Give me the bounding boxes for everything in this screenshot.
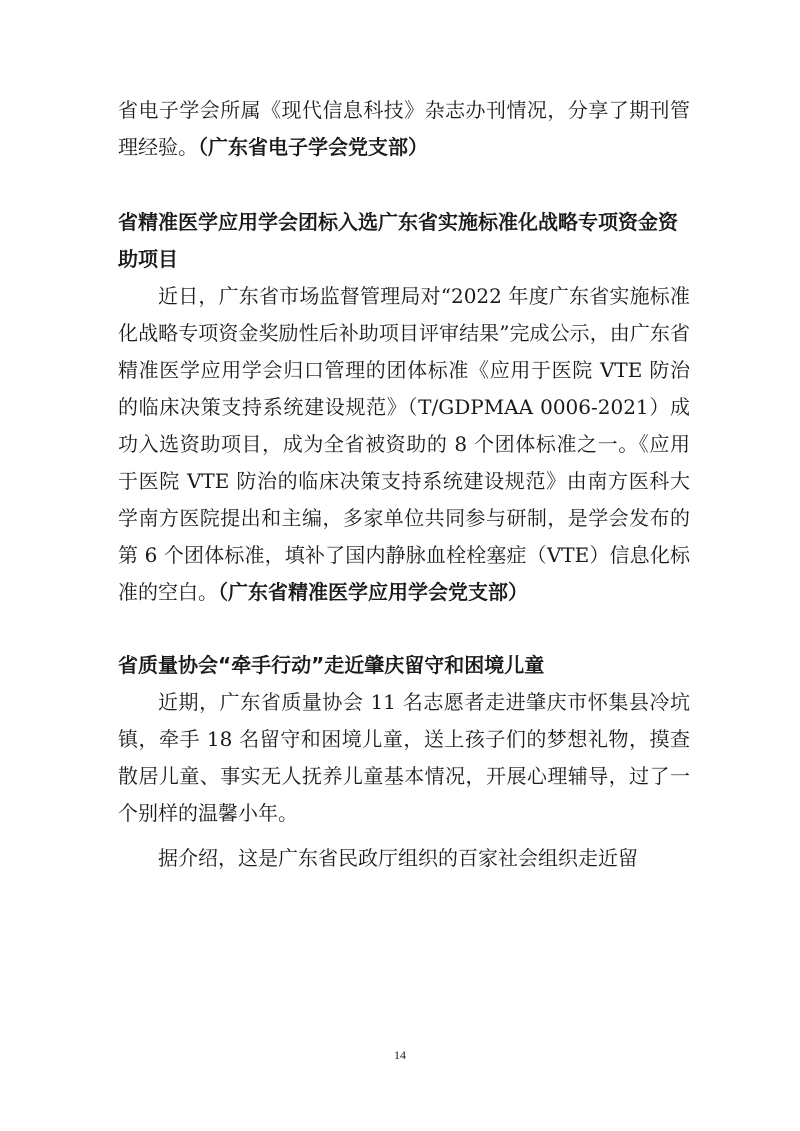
section-spacer <box>118 166 690 204</box>
section3-paragraph-1: 近期，广东省质量协会 11 名志愿者走进肇庆市怀集县冷坑镇，牵手 18 名留守和困境儿童，送上孩子们的梦想礼物，摸查散居儿童、事实无人抚养儿童基本情况，开展心理辅导，过了一个别样的温馨小年。 <box>118 690 690 825</box>
paragraph-spacer <box>118 832 690 840</box>
section3-paragraph-2: 据介绍，这是广东省民政厅组织的百家社会组织走近留 <box>158 846 638 870</box>
section2-department: （广东省精准医学应用学会党支部） <box>218 580 528 604</box>
section1-continuation-text: 省电子学会所属《现代信息科技》杂志办刊情况，分享了期刊管理经验。 <box>118 98 690 159</box>
section2-body: 近日，广东省市场监督管理局对“2022 年度广东省实施标准化战略专项资金奖励性后补助项目评审结果”完成公示，由广东省精准医学应用学会归口管理的团体标准《应用于医院 VTE 防治的临床决策支持系统建设规范》（T/GDPMAA 0006-2021）成功入选资助项目，成为全省被资助的 8 个团体标准之一。《应用于医院 VTE 防治的临床决策支持系统建设规范》由南方医科大学南方医院提出和主编，多家单位共同参与研制，是学会发布的第 6 个团体标准，填补了国内静脉血栓栓塞症（VTE）信息化标准的空白。 <box>118 284 690 604</box>
section1-department: （广东省电子学会党支部） <box>198 135 428 159</box>
section3-title: 省质量协会“牵手行动”走近肇庆留守和困境儿童 <box>118 653 545 677</box>
section-spacer <box>118 611 690 647</box>
page-number: 14 <box>394 1048 406 1062</box>
section2-paragraph <box>118 278 690 611</box>
document-page <box>118 92 690 877</box>
section2-title: 省精准医学应用学会团标入选广东省实施标准化战略专项资金资助项目 <box>118 210 678 271</box>
section1-paragraph <box>118 92 690 166</box>
